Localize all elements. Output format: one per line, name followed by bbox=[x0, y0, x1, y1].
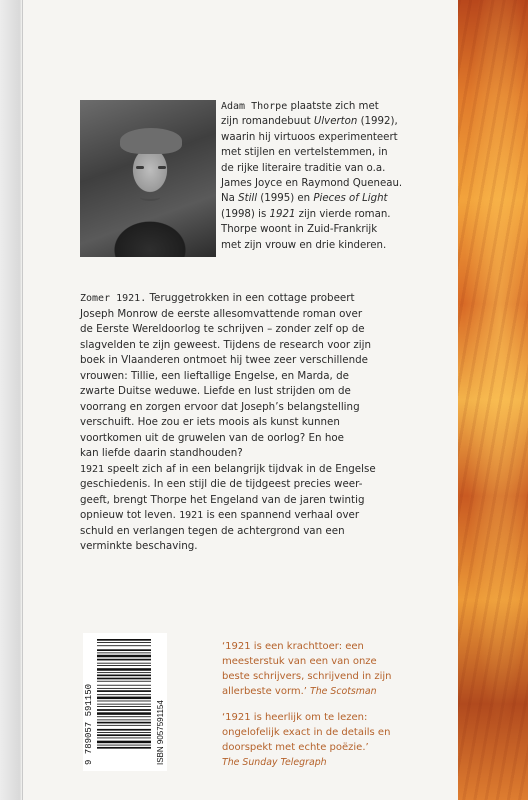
blurb-line-0-mono-0: Zomer 1921. bbox=[80, 293, 147, 304]
review-quote-1 bbox=[222, 710, 456, 770]
barcode-bar bbox=[97, 672, 151, 673]
barcode-bar bbox=[97, 659, 151, 661]
cover-art-strip bbox=[458, 0, 528, 800]
barcode-bar bbox=[97, 704, 151, 705]
blurb-line-5: vrouwen: Tillie, een lieftallige Engelse, en Marda, de bbox=[80, 369, 349, 382]
bio-line-3: met stijlen en vertelstemmen, in bbox=[221, 147, 388, 159]
barcode-bar bbox=[97, 645, 151, 646]
quote-0-line-0: ‘1921 is een krachttoer: een bbox=[222, 641, 364, 652]
blurb-line-14-mono-1: 1921 bbox=[179, 510, 204, 521]
barcode-bar bbox=[97, 734, 151, 736]
barcode-bar bbox=[97, 719, 151, 720]
blurb-line-9: voortkomen uit de gruwelen van de oorlog? En hoe bbox=[80, 431, 344, 444]
barcode-bar bbox=[97, 639, 151, 641]
blurb-line-3: slagvelden te zijn geweest. Tijdens de research voor zijn bbox=[80, 338, 372, 351]
barcode-bar bbox=[97, 690, 151, 692]
barcode-bar bbox=[97, 685, 151, 686]
barcode-bar bbox=[97, 712, 151, 715]
quote-0-line-3: allerbeste vorm.’ The Scotsman bbox=[222, 686, 377, 697]
barcode-bar bbox=[97, 652, 151, 653]
barcode-bar bbox=[97, 729, 151, 731]
author-photo bbox=[80, 100, 216, 257]
bio-line-2: waarin hij virtuoos experimenteert bbox=[221, 131, 398, 143]
quote-1-line-2: doorspekt met echte poëzie.’ bbox=[222, 742, 369, 753]
blurb-line-11-mono-0: 1921 bbox=[80, 463, 105, 475]
barcode-bar bbox=[97, 722, 151, 724]
bio-line-7-italic-1: 1921 bbox=[269, 208, 296, 220]
review-quote-0 bbox=[222, 639, 456, 699]
blurb-line-16: verminkte beschaving. bbox=[80, 540, 198, 552]
blurb-line-0: Zomer 1921. Teruggetrokken in een cottage probeert bbox=[80, 292, 355, 304]
barcode-bar bbox=[97, 642, 151, 643]
bio-line-1: zijn romandebuut Ulverton (1992), bbox=[221, 116, 398, 128]
blurb-line-11: 1921 speelt zich af in een belangrijk tijdvak in de Engelse bbox=[80, 462, 376, 475]
blurb-line-10: kan liefde daarin standhouden? bbox=[80, 447, 243, 459]
barcode-bar bbox=[97, 655, 151, 658]
barcode-bar bbox=[97, 745, 151, 746]
barcode-bar bbox=[97, 665, 151, 666]
barcode-digits: 9 789057 591150 bbox=[84, 683, 94, 765]
barcode-bar bbox=[97, 649, 151, 651]
quote-source-1: The Sunday Telegraph bbox=[222, 757, 327, 768]
bio-line-5: James Joyce en Raymond Queneau. bbox=[221, 178, 403, 190]
barcode-graphic bbox=[83, 633, 167, 771]
bio-line-6: Na Still (1995) en Pieces of Light bbox=[221, 193, 388, 205]
quote-0-line-1: meesterstuk van een van onze bbox=[222, 656, 377, 667]
blurb-line-2: de Eerste Wereldoorlog te schrijven – zonder zelf op de bbox=[80, 323, 365, 335]
barcode-bar bbox=[97, 694, 151, 695]
bio-line-7: (1998) is 1921 zijn vierde roman. bbox=[221, 208, 391, 220]
blurb-line-12: geschiedenis. In een stijl die de tijdgeest precies weer- bbox=[80, 478, 363, 490]
bio-line-4: de rijke literaire traditie van o.a. bbox=[221, 162, 386, 174]
barcode-bar bbox=[97, 697, 151, 700]
quote-source-0: The Scotsman bbox=[306, 686, 377, 697]
bio-line-0-rest: plaatste zich met bbox=[290, 101, 379, 112]
isbn-label: ISBN 9057591154 bbox=[156, 700, 165, 765]
blurb-line-8: verschuift. Hoe zou er iets moois als kunst kunnen bbox=[80, 416, 340, 428]
bio-line-1-italic-1: Ulverton bbox=[313, 116, 358, 128]
bio-line-6-italic-3: Pieces of Light bbox=[313, 193, 388, 205]
blurb-line-7: voorrang en zorgen ervoor dat Joseph’s belangstelling bbox=[80, 400, 360, 413]
author-name: Adam Thorpe bbox=[221, 101, 288, 112]
author-bio bbox=[221, 99, 453, 253]
barcode-bar bbox=[97, 716, 151, 717]
barcode-bar bbox=[97, 663, 151, 664]
barcode-bar bbox=[97, 675, 151, 677]
blurb-line-13: geeft, brengt Thorpe het Engeland van de jaren twintig bbox=[80, 493, 365, 506]
barcode-bar bbox=[97, 706, 151, 707]
barcode-bar bbox=[97, 709, 151, 711]
barcode-bar bbox=[97, 741, 151, 744]
bio-line-9: met zijn vrouw en drie kinderen. bbox=[221, 239, 387, 251]
barcode-bar bbox=[97, 732, 151, 733]
blurb-line-6: zwarte Duitse weduwe. Liefde en lust strijden om de bbox=[80, 385, 351, 397]
quote-1-line-0: ‘1921 is heerlijk om te lezen: bbox=[222, 712, 368, 723]
review-quotes bbox=[222, 639, 456, 781]
barcode bbox=[83, 633, 167, 771]
barcode-bar bbox=[97, 701, 151, 702]
bio-line-0 bbox=[221, 99, 453, 114]
blurb bbox=[80, 291, 460, 555]
blurb-line-15: schuld en verlangen tegen de achtergrond van een bbox=[80, 524, 345, 537]
barcode-bar bbox=[97, 678, 151, 680]
blurb-line-4: boek in Vlaanderen ontmoet hij twee zeer verschillende bbox=[80, 354, 369, 366]
quote-0-line-2: beste schrijvers, schrijvend in zijn bbox=[222, 671, 392, 682]
blurb-line-1: Joseph Monrow de eerste allesomvattende roman over bbox=[80, 307, 363, 320]
bio-line-6-italic-1: Still bbox=[238, 193, 258, 205]
bio-line-8: Thorpe woont in Zuid-Frankrijk bbox=[221, 224, 378, 236]
barcode-bar bbox=[97, 738, 151, 739]
barcode-bar bbox=[97, 725, 151, 726]
barcode-bar bbox=[97, 688, 151, 689]
quote-1-line-1: ongelofelijk exact in de details en bbox=[222, 727, 391, 738]
barcode-bar bbox=[97, 668, 151, 671]
blurb-line-14: opnieuw tot leven. 1921 is een spannend verhaal over bbox=[80, 509, 360, 521]
barcode-bar bbox=[97, 681, 151, 682]
barcode-bar bbox=[97, 747, 151, 749]
